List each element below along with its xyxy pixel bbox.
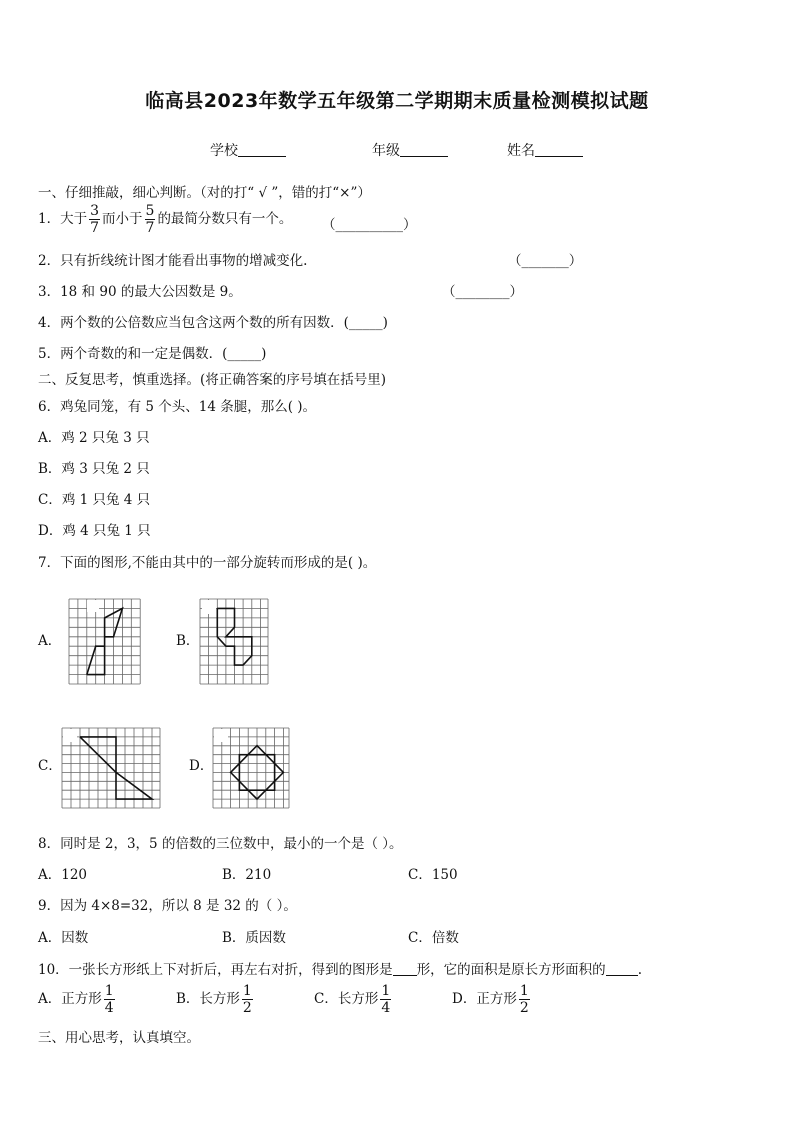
section3-heading: 三、用心思考，认真填空。 bbox=[38, 1030, 200, 1046]
name-field bbox=[507, 140, 583, 160]
q10-text-c: . bbox=[637, 962, 642, 978]
grade-blank[interactable] bbox=[400, 142, 448, 157]
q6-option-a[interactable]: A．鸡 2 只兔 3 只 bbox=[38, 430, 150, 446]
q7-option-b-label[interactable]: B． bbox=[176, 633, 200, 649]
q7-option-d-label[interactable]: D． bbox=[189, 758, 214, 774]
name-blank[interactable] bbox=[535, 142, 583, 157]
q8-option-b[interactable]: B．210 bbox=[222, 867, 272, 883]
q7-option-a-label[interactable]: A． bbox=[38, 633, 62, 649]
q10-option-b[interactable] bbox=[176, 984, 255, 1015]
q8-option-c[interactable]: C．150 bbox=[408, 867, 458, 883]
q8-option-a[interactable]: A．120 bbox=[38, 867, 88, 883]
fraction-denominator: 2 bbox=[519, 1000, 529, 1016]
shape-outline bbox=[87, 608, 123, 674]
fraction-denominator: 7 bbox=[90, 220, 100, 236]
shape-outline bbox=[80, 737, 152, 799]
q6-option-b[interactable]: B．鸡 3 只兔 2 只 bbox=[38, 461, 150, 477]
q1-post: 的最简分数只有一个。 bbox=[157, 211, 293, 227]
grade-field bbox=[372, 140, 448, 160]
fraction-numerator: 1 bbox=[381, 983, 391, 999]
q2-answer-blank[interactable]: （_______） bbox=[508, 253, 583, 269]
option-label: C．长方形 bbox=[314, 991, 379, 1007]
q10-option-d[interactable] bbox=[452, 984, 532, 1015]
q9-option-b[interactable]: B．质因数 bbox=[222, 930, 286, 946]
q3-answer-blank[interactable]: （________） bbox=[442, 284, 523, 300]
fraction-denominator: 4 bbox=[104, 1000, 114, 1016]
q1-mid: 而小于 bbox=[102, 211, 143, 227]
section2-heading: 二、反复思考，慎重选择。(将正确答案的序号填在括号里) bbox=[38, 372, 387, 388]
question-4: 4．两个数的公倍数应当包含这两个数的所有因数．(_____) bbox=[38, 315, 388, 331]
q6-option-c[interactable]: C．鸡 1 只兔 4 只 bbox=[38, 492, 151, 508]
question-9: 9．因为 4×8=32，所以 8 是 32 的（ ）。 bbox=[38, 898, 297, 914]
q10-shape-blank[interactable] bbox=[393, 962, 417, 976]
fraction-denominator: 2 bbox=[242, 1000, 252, 1016]
fraction-1-2 bbox=[519, 984, 530, 1015]
fraction-numerator: 5 bbox=[145, 203, 155, 219]
name-label: 姓名 bbox=[507, 143, 535, 159]
option-label: A．正方形 bbox=[38, 991, 102, 1007]
q1-answer-blank[interactable]: （__________） bbox=[322, 217, 417, 233]
rotation-center-marker bbox=[202, 600, 216, 614]
q7-option-c-label[interactable]: C． bbox=[38, 758, 62, 774]
school-blank[interactable] bbox=[238, 142, 286, 157]
page-title: 临高县2023年数学五年级第二学期期末质量检测模拟试题 bbox=[145, 90, 649, 112]
fraction-denominator: 7 bbox=[145, 220, 155, 236]
fraction-numerator: 1 bbox=[242, 983, 252, 999]
q10-option-a[interactable] bbox=[38, 984, 117, 1015]
q7-figure-a[interactable] bbox=[67, 597, 143, 686]
fraction-1-4 bbox=[380, 984, 391, 1015]
school-label: 学校 bbox=[210, 143, 238, 159]
fraction-5-7 bbox=[145, 204, 156, 235]
fraction-1-4 bbox=[104, 984, 115, 1015]
q10-area-blank[interactable] bbox=[606, 962, 638, 976]
fraction-denominator: 4 bbox=[381, 1000, 391, 1016]
rotation-center-marker bbox=[87, 600, 99, 612]
rotation-center-marker bbox=[63, 729, 77, 742]
q7-figure-d[interactable] bbox=[211, 726, 291, 810]
question-10 bbox=[38, 958, 642, 978]
q10-text-b: 形，它的面积是原长方形面积的 bbox=[416, 962, 606, 978]
question-5: 5．两个奇数的和一定是偶数．(_____) bbox=[38, 346, 267, 362]
q7-figure-b[interactable] bbox=[198, 597, 270, 686]
option-label: D．正方形 bbox=[452, 991, 517, 1007]
school-field bbox=[210, 140, 286, 160]
rotation-center-marker bbox=[214, 729, 228, 742]
grade-label: 年级 bbox=[372, 143, 400, 159]
question-7: 7．下面的图形,不能由其中的一部分旋转而形成的是( )。 bbox=[38, 555, 377, 571]
fraction-numerator: 1 bbox=[104, 983, 114, 999]
option-label: B．长方形 bbox=[176, 991, 240, 1007]
q1-pre: 大于 bbox=[60, 211, 88, 227]
q7-figure-c[interactable] bbox=[60, 726, 162, 810]
question-2: 2．只有折线统计图才能看出事物的增减变化. bbox=[38, 253, 308, 269]
q1-number: 1． bbox=[38, 211, 61, 227]
q10-text-a: 10．一张长方形纸上下对折后，再左右对折，得到的图形是 bbox=[38, 962, 393, 978]
q10-option-c[interactable] bbox=[314, 984, 393, 1015]
fraction-3-7 bbox=[89, 204, 100, 235]
q6-option-d[interactable]: D．鸡 4 只兔 1 只 bbox=[38, 523, 151, 539]
q9-option-c[interactable]: C．倍数 bbox=[408, 930, 459, 946]
fraction-1-2 bbox=[242, 984, 253, 1015]
section1-heading: 一、仔细推敲，细心判断。（对的打“ √ ”，错的打“×”） bbox=[38, 185, 371, 201]
fraction-numerator: 1 bbox=[519, 983, 529, 999]
q9-option-a[interactable]: A．因数 bbox=[38, 930, 89, 946]
fraction-numerator: 3 bbox=[90, 203, 100, 219]
question-8: 8．同时是 2，3，5 的倍数的三位数中，最小的一个是（ ）。 bbox=[38, 836, 403, 852]
question-6: 6．鸡兔同笼，有 5 个头、14 条腿，那么( )。 bbox=[38, 399, 317, 415]
question-3: 3．18 和 90 的最大公因数是 9。 bbox=[38, 284, 242, 300]
question-1 bbox=[38, 204, 292, 235]
